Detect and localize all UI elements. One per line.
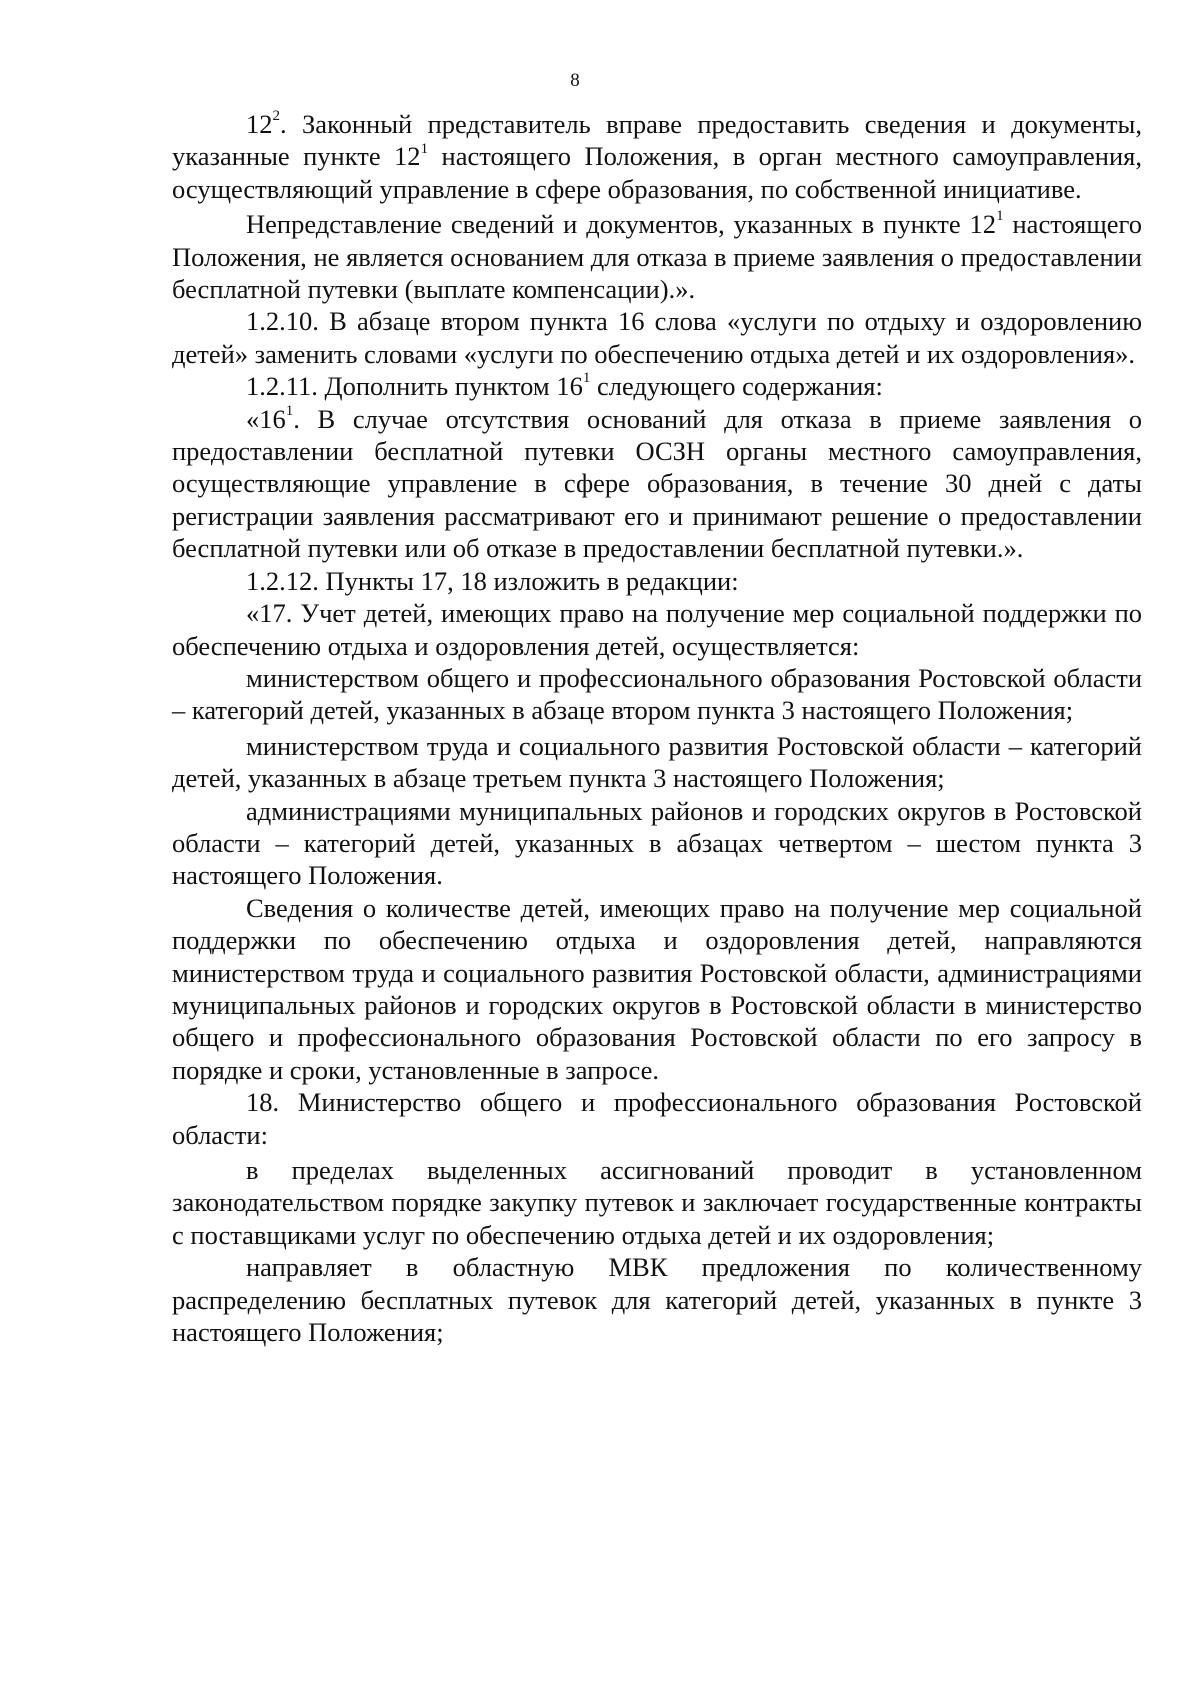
paragraph-ministry-education: министерством общего и профессионального образования Ростовской области – категорий детей, указанных в абзаце втором пункта 3 настоящего Положения; [172, 662, 1142, 726]
paragraph-procurement: в пределах выделенных ассигнований проводит в установленном законодательством порядке закупку путевок и заключает государственные контракты с поставщиками услуг по обеспечению отдыха детей и их оздоровления; [172, 1155, 1142, 1250]
page-number: 8 [570, 70, 580, 91]
paragraph-information: Сведения о количестве детей, имеющих право на получение мер социальной поддержки по обеспечению отдыха и оздоровления детей, направляются министерством труда и социального развития Ростовской области, администрациями муниципальных районов и городских округов в Ростовской области в министерство общего и профессионального образования Ростовской области по его запросу в порядке и сроки, установленные в запросе. [172, 892, 1142, 1085]
paragraph-1-2-12: 1.2.12. Пункты 17, 18 изложить в редакции: [246, 565, 739, 596]
paragraph-non-submission: Непредставление сведений и документов, указанных в пункте $12^1$ настоящего Положения, не является основанием для отказа в приеме заявления о предоставлении бесплатной путевки (выплате компенсации).». [172, 208, 1142, 305]
paragraph-17: «17. Учет детей, имеющих право на получение мер социальной поддержки по обеспечению отдыха и оздоровления детей, осуществляется: [172, 598, 1142, 661]
paragraph-12-2: $12^2$. Законный представитель вправе предоставить сведения и документы, указанные пункте $12^1$ настоящего Положения, в орган местного самоуправления, осуществляющий управление в сфере образования, по собственной инициативе. [172, 108, 1142, 204]
paragraph-1-2-11: 1.2.11. Дополнить пунктом $16^1$ следующего содержания: [246, 370, 883, 402]
paragraph-18: 18. Министерство общего и профессионального образования Ростовской области: [172, 1087, 1142, 1150]
paragraph-mvk-proposals: направляет в областную МВК предложения по количественному распределению бесплатных путевок для категорий детей, указанных в пункте 3 настоящего Положения; [172, 1252, 1142, 1348]
document-body [172, 108, 1142, 1348]
paragraph-16-1: «$16^1$. В случае отсутствия оснований для отказа в приеме заявления о предоставлении бесплатной путевки ОСЗН органы местного самоуправления, осуществляющие управление в сфере образования, в течение 30 дней с даты регистрации заявления рассматривают его и принимают решение о предоставлении бесплатной путевки или об отказе в предоставлении бесплатной путевки.». [172, 402, 1142, 564]
paragraph-1-2-10: 1.2.10. В абзаце втором пункта 16 слова «услуги по отдыху и оздоровлению детей» заменить словами «услуги по обеспечению отдыха детей и их оздоровления». [172, 306, 1142, 369]
paragraph-ministry-labor: министерством труда и социального развития Ростовской области – категорий детей, указанных в абзаце третьем пункта 3 настоящего Положения; [172, 730, 1142, 794]
paragraph-administrations: администрациями муниципальных районов и городских округов в Ростовской области – категорий детей, указанных в абзацах четвертом – шестом пункта 3 настоящего Положения. [172, 795, 1142, 891]
